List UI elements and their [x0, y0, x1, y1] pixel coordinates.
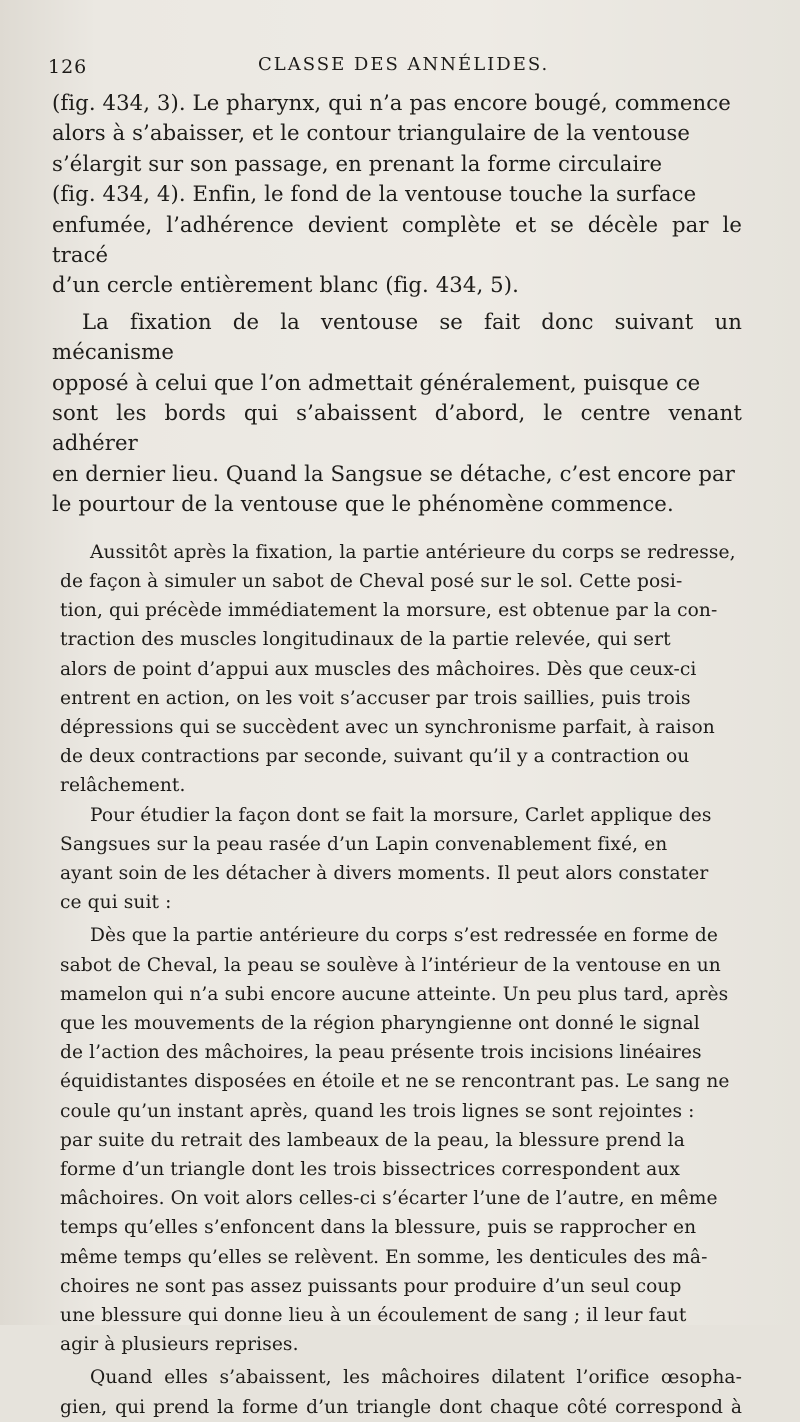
text-line: coule qu’un instant après, quand les trois lignes se sont rejointes :	[60, 1100, 695, 1122]
text-line: alors à s’abaisser, et le contour triangulaire de la ventouse	[52, 120, 690, 146]
text-line: traction des muscles longitudinaux de la partie relevée, qui sert	[60, 629, 671, 651]
paragraph-oesophagus	[60, 1363, 742, 1421]
text-line: le pourtour de la ventouse que le phénomène commence.	[52, 491, 674, 517]
text-line: ayant soin de les détacher à divers moments. Il peut alors constater	[60, 862, 709, 884]
text-line: gien, qui prend la forme d’un triangle dont chaque côté correspond à	[60, 1396, 742, 1418]
text-line: Dès que la partie antérieure du corps s’est redressée en forme de	[90, 925, 718, 947]
text-line: opposé à celui que l’on admettait généralement, puisque ce	[52, 369, 701, 395]
text-line: mâchoires. On voit alors celles-ci s’écarter l’une de l’autre, en même	[60, 1188, 718, 1210]
text-line: ce qui suit :	[60, 892, 172, 914]
text-line: s’élargit sur son passage, en prenant la forme circulaire	[52, 150, 663, 176]
text-line: forme d’un triangle dont les trois bissectrices correspondent aux	[60, 1158, 680, 1180]
text-line: Pour étudier la façon dont se fait la morsure, Carlet applique des	[90, 804, 712, 826]
text-line: en dernier lieu. Quand la Sangsue se détache, c’est encore par	[52, 460, 735, 486]
text-line: Sangsues sur la peau rasée d’un Lapin convenablement fixé, en	[60, 833, 668, 855]
text-line: (fig. 434, 3). Le pharynx, qui n’a pas encore bougé, commence	[52, 90, 731, 115]
text-line: relâchement.	[60, 775, 186, 797]
text-line: enfumée, l’adhérence devient complète et se décèle par le tracé	[52, 211, 742, 268]
text-line: dépressions qui se succèdent avec un synchronisme parfait, à raison	[60, 716, 715, 738]
text-line: de l’action des mâchoires, la peau présente trois incisions linéaires	[60, 1042, 702, 1064]
paragraph-carlet-experiment	[60, 801, 742, 918]
text-line: (fig. 434, 4). Enfin, le fond de la ventouse touche la surface	[52, 181, 697, 207]
page-number: 126	[48, 56, 88, 78]
text-line: par suite du retrait des lambeaux de la peau, la blessure prend la	[60, 1129, 685, 1151]
page-header	[46, 52, 760, 82]
text-line: que les mouvements de la région pharyngienne ont donné le signal	[60, 1012, 700, 1034]
text-line: même temps qu’elles se relèvent. En somme, les denticules des mâ-	[60, 1246, 708, 1268]
text-line: entrent en action, on les voit s’accuser par trois saillies, puis trois	[60, 687, 691, 709]
text-line: La fixation de la ventouse se fait donc suivant un mécanisme	[52, 308, 742, 365]
paragraph-redressement	[60, 538, 742, 801]
text-line: Quand elles s’abaissent, les mâchoires dilatent l’orifice œsopha-	[90, 1367, 742, 1389]
paragraph-fig-434-continued	[52, 88, 742, 301]
paragraph-fixation	[52, 307, 742, 520]
text-line: agir à plusieurs reprises.	[60, 1334, 299, 1356]
text-line: alors de point d’appui aux muscles des mâchoires. Dès que ceux-ci	[60, 658, 697, 680]
running-title: CLASSE DES ANNÉLIDES.	[258, 54, 550, 75]
text-line: mamelon qui n’a subi encore aucune atteinte. Un peu plus tard, après	[60, 983, 729, 1005]
text-line: sabot de Cheval, la peau se soulève à l’intérieur de la ventouse en un	[60, 954, 721, 976]
text-line: sont les bords qui s’abaissent d’abord, le centre venant adhérer	[52, 400, 742, 456]
text-line: Aussitôt après la fixation, la partie antérieure du corps se redresse,	[90, 541, 736, 563]
text-line: équidistantes disposées en étoile et ne se rencontrant pas. Le sang ne	[60, 1071, 730, 1093]
text-line: de deux contractions par seconde, suivant qu’il y a contraction ou	[60, 746, 690, 768]
text-line: choires ne sont pas assez puissants pour produire d’un seul coup	[60, 1275, 682, 1297]
page-body	[52, 88, 742, 1422]
text-line: temps qu’elles s’enfoncent dans la blessure, puis se rapprocher en	[60, 1217, 697, 1239]
text-line: de façon à simuler un sabot de Cheval posé sur le sol. Cette posi-	[60, 570, 683, 592]
text-line: une blessure qui donne lieu à un écoulement de sang ; il leur faut	[60, 1304, 687, 1326]
text-line: tion, qui précède immédiatement la morsure, est obtenue par la con-	[60, 600, 718, 622]
paragraph-morsure-description	[60, 921, 742, 1359]
text-line: d’un cercle entièrement blanc (fig. 434, 5).	[52, 272, 519, 298]
